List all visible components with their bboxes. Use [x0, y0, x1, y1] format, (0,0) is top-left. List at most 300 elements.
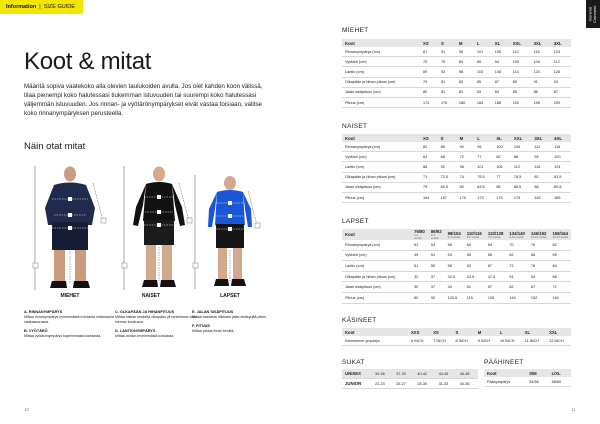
table-cell: 101 [474, 162, 493, 172]
table-cell: 62 [506, 282, 528, 293]
table-cell: 68 [438, 152, 457, 162]
table-cell: 30 [411, 282, 428, 293]
table-row [342, 87, 571, 97]
table-header-row [484, 369, 571, 377]
page-title: Koot & mitat [24, 48, 152, 75]
table-cell: 173 [474, 192, 493, 202]
table-cell: 100 [510, 57, 531, 67]
table-cell: 80 [420, 87, 438, 97]
table-cell: 85 [510, 87, 531, 97]
table-title-women: NAISET [342, 123, 368, 130]
table-cell: 96 [457, 162, 475, 172]
column-header-age: 9-10 vuotta [509, 234, 524, 239]
table-cell: 112 [510, 47, 531, 57]
table-row [342, 250, 571, 261]
column-header-age: 13-14 vuotta [552, 234, 569, 239]
table-cell: 100 [551, 152, 571, 162]
table-cell: 47.5 [485, 271, 507, 282]
column-header [506, 229, 528, 240]
table-cell: 88 [531, 182, 551, 192]
table-title-gloves: KÄSINEET [342, 317, 377, 324]
table-row [342, 192, 571, 202]
table-cell: 54 [528, 271, 550, 282]
column-header-age: 3-4 vuotta [447, 234, 461, 239]
size-table-kids [342, 229, 571, 304]
table-header-row [342, 134, 571, 142]
column-header-main: 122/128 [487, 230, 504, 236]
table-cell: 128 [485, 292, 507, 303]
table-cell: 85 [474, 77, 492, 87]
table-cell: 118 [531, 162, 551, 172]
table-cell: 84 [549, 261, 571, 272]
table-row [342, 336, 571, 346]
row-label: Rinnanympärys (cm) [342, 47, 420, 57]
column-header [549, 229, 571, 240]
guide-text: Mittaa niskan keskeltä olkapään yli ranteeseen käsi hieman koukussa. [115, 315, 197, 325]
table-cell: 44 [445, 282, 464, 293]
column-header: XXS [408, 328, 430, 336]
row-label: Pituus (cm) [342, 292, 411, 303]
table-cell: 108 [492, 67, 510, 77]
guide-title: C. OLKAPÄÄN JA HIHANPITUUS [115, 310, 175, 314]
table-cell: 72 [549, 282, 571, 293]
column-header-age: 1-2 vuotta [414, 233, 422, 240]
column-header: XL [492, 39, 510, 47]
column-header-main: Koot [345, 232, 355, 237]
table-cell: 192 [510, 97, 531, 107]
column-header-main: 98/104 [447, 230, 461, 236]
table-cell: 75 [420, 57, 438, 67]
table-cell: 76 [528, 240, 550, 250]
table-cell: 75.5 [474, 172, 493, 182]
column-header: L/XL [549, 369, 571, 377]
column-header: M [475, 328, 497, 336]
size-table-gloves [342, 328, 571, 346]
column-header: L [474, 39, 492, 47]
table-title-socks: SUKAT [342, 359, 365, 366]
row-label: Vyötärö (cm) [342, 57, 420, 67]
table-cell: 62 [506, 250, 528, 261]
table-cell: 69 [549, 250, 571, 261]
size-table-socks [342, 369, 478, 389]
column-header: L [474, 134, 493, 142]
table-cell: 58 [445, 261, 464, 272]
column-header: S [438, 39, 456, 47]
table-cell: 72.5 [438, 172, 457, 182]
table-cell: 8 INCH [452, 336, 474, 346]
column-header: Koot [342, 134, 420, 142]
figure-label-men: MIEHET [60, 293, 80, 299]
column-header-main: 134/140 [509, 230, 525, 236]
table-cell: 100 [493, 142, 511, 152]
table-row [342, 172, 571, 182]
table-cell: 49 [411, 250, 428, 261]
table-header-row [342, 328, 571, 336]
section-separator: | [39, 4, 41, 10]
table-cell: 106 [511, 142, 531, 152]
table-cell: 196 [531, 97, 551, 107]
table-cell: 51 [411, 261, 428, 272]
column-header-age: 11-12 vuotta [530, 234, 547, 239]
column-header [342, 229, 411, 240]
table-cell: 179 [511, 192, 531, 202]
table-cell: 106 [492, 47, 510, 57]
table-cell: 40.5 [445, 271, 464, 282]
column-header-main: 76/80 [414, 229, 425, 234]
table-cell: 78 [528, 261, 550, 272]
table-cell: 82 [420, 142, 438, 152]
table-cell: 64 [485, 240, 507, 250]
table-cell: 58/60 [549, 377, 571, 387]
table-cell: 167 [438, 192, 457, 202]
table-cell: 106 [493, 162, 511, 172]
table-row [342, 240, 571, 250]
column-header-age: 7-8 vuotta [487, 234, 501, 239]
row-label: Pituus (cm) [342, 192, 420, 202]
column-header-main: 158/164 [552, 230, 568, 236]
row-label: Jalan sisäpituus (cm) [342, 87, 420, 97]
row-label: JUNIOR [342, 379, 372, 389]
column-header: S [452, 328, 474, 336]
table-cell: 112 [511, 162, 531, 172]
table-cell: 79 [420, 77, 438, 87]
size-table-headwear [484, 369, 571, 387]
table-cell: 106 [531, 57, 551, 67]
table-cell: 93 [551, 77, 571, 87]
column-header: XS [420, 134, 438, 142]
table-row [342, 77, 571, 87]
column-header: M [457, 134, 475, 142]
column-header [464, 229, 485, 240]
table-row [342, 142, 571, 152]
table-cell: 46-48 [457, 369, 478, 379]
column-header: XL [522, 328, 546, 336]
intro-text: Määritä sopiva vaatekoko alla olevien taulukoiden avulla. Jos olet kahden koon välissä, tilaa pienempi koko halutessasi tiukemman istuvuuden tai suurempi koko halutessasi väljemmän istuvuuden. Jos rinnan- ja vyötärönympärykset eivät vastaa toisiaan, valitse koko rinnanympäryksen perusteella. [24, 83, 263, 117]
column-header: XXL [511, 134, 531, 142]
side-tab: General Comment [586, 0, 600, 28]
row-label: Päänympärys [484, 377, 526, 387]
guide-item [24, 310, 114, 326]
column-header-main: 146/152 [530, 230, 547, 236]
column-header [485, 229, 507, 240]
table-cell: 22-24 [372, 379, 393, 389]
column-header: S [438, 134, 457, 142]
table-cell: 51 [428, 250, 445, 261]
table-header-row [342, 229, 571, 240]
table-cell: 80.5 [438, 182, 457, 192]
table-cell: 84 [456, 57, 474, 67]
row-label: Kämmenen ympärys [342, 336, 408, 346]
table-cell: 51 [506, 271, 528, 282]
guide-column-3 [192, 310, 282, 338]
guide-text: Mittaa haarasta nilkkaan jalan sisäsyrjää pitkin. [192, 315, 267, 320]
table-cell: 56 [445, 240, 464, 250]
table-cell: 188 [492, 97, 510, 107]
table-title-kids: LAPSET [342, 218, 369, 225]
table-row [342, 369, 478, 379]
table-cell: 89.5 [551, 182, 571, 192]
table-cell: 90 [457, 142, 475, 152]
table-cell: 152 [528, 292, 550, 303]
table-cell: 63 [464, 261, 485, 272]
table-cell: 67 [485, 261, 507, 272]
guide-text: Mittaa rinnanympärys leveimmästä kohdasta mittanauha vaakasuorassa. [24, 315, 114, 325]
table-cell: 96 [456, 47, 474, 57]
table-cell: 51 [464, 282, 485, 293]
table-cell: 12 INCH [546, 336, 571, 346]
table-cell: 32 [411, 271, 428, 282]
row-label: Olkapään ja hihan pituus (cm) [342, 172, 420, 182]
table-cell: 81 [438, 87, 456, 97]
column-header: M [456, 39, 474, 47]
table-cell: 172 [420, 97, 438, 107]
column-header [428, 229, 445, 240]
guide-title: A. RINNANYMPÄRYS [24, 310, 63, 314]
column-header: XS [430, 328, 452, 336]
kids-figure-illustration [190, 163, 270, 298]
table-cell: 86 [438, 142, 457, 152]
column-header: 3XL [531, 39, 551, 47]
table-cell: 43-45 [436, 369, 457, 379]
table-cell: 103 [474, 67, 492, 77]
table-cell: 7 INCH [430, 336, 452, 346]
table-cell: 83.5 [474, 182, 493, 192]
kids-figure [190, 163, 270, 298]
guide-item [192, 324, 282, 334]
column-header-main: 110/116 [466, 230, 482, 236]
column-header: S/M [526, 369, 548, 377]
table-cell: 81.5 [551, 172, 571, 182]
column-header: XL [493, 134, 511, 142]
table-cell: 77 [474, 152, 493, 162]
table-cell: 164 [549, 292, 571, 303]
table-cell: 40-42 [414, 369, 435, 379]
guide-title: F. PITUUS [192, 323, 210, 328]
table-cell: 31-33 [436, 379, 457, 389]
column-header: XXL [546, 328, 571, 336]
table-row [342, 282, 571, 293]
table-cell: 94 [531, 152, 551, 162]
table-cell: 98 [456, 67, 474, 77]
column-header-main: 86/92 [430, 229, 442, 234]
table-row [342, 292, 571, 303]
table-row [342, 152, 571, 162]
column-header: Koot [342, 39, 420, 47]
table-row [342, 271, 571, 282]
table-cell: 81 [438, 77, 456, 87]
table-cell: 60 [464, 240, 485, 250]
guide-text: Mittaa pituus ilman kenkiä. [192, 329, 235, 334]
table-cell: 94 [492, 57, 510, 67]
table-cell: 91 [438, 47, 456, 57]
table-row [342, 97, 571, 107]
table-cell: 28-30 [414, 379, 435, 389]
table-cell: 64 [420, 152, 438, 162]
table-cell: 51 [411, 240, 428, 250]
table-cell: 37-39 [393, 369, 414, 379]
column-header: L [497, 328, 522, 336]
women-figure [119, 163, 199, 298]
row-label: Olkapään ja hihan pituus (cm) [342, 271, 411, 282]
table-cell: 74 [457, 172, 475, 182]
table-cell: 37 [428, 271, 445, 282]
table-cell: 54 [428, 240, 445, 250]
table-cell: 92 [438, 162, 457, 172]
table-cell: 83 [456, 77, 474, 87]
table-cell: 84 [492, 87, 510, 97]
table-cell: 182 [531, 192, 551, 202]
table-row [342, 57, 571, 67]
table-cell: 82 [457, 182, 475, 192]
table-cell: 140 [506, 292, 528, 303]
table-cell: 126 [551, 67, 571, 77]
table-cell: 11 INCH [522, 336, 546, 346]
table-cell: 34-36 [372, 369, 393, 379]
guide-title: D. LANTIONYMPÄRYS [115, 329, 156, 334]
column-header: 4XL [551, 39, 571, 47]
table-cell: 118 [551, 142, 571, 152]
table-row [342, 379, 478, 389]
column-header-age: 5-6 vuotta [466, 234, 480, 239]
guide-text: Mittaa vyötärönympärys kapeimmasta kohdasta. [24, 334, 102, 339]
subsection-name: SIZE GUIDE [43, 4, 75, 10]
table-cell: 120 [531, 67, 551, 77]
section-name: Information [6, 4, 37, 10]
column-header: 4XL [551, 134, 571, 142]
table-cell: 79 [438, 57, 456, 67]
measure-subhead: Näin otat mitat [24, 141, 86, 152]
row-label: Lantio (cm) [342, 162, 420, 172]
table-cell: 185 [551, 192, 571, 202]
table-cell: 87 [420, 47, 438, 57]
table-title-men: MIEHET [342, 27, 369, 34]
size-table-men [342, 39, 571, 108]
table-cell: 170 [457, 192, 475, 202]
table-row [342, 162, 571, 172]
table-cell: 58 [485, 250, 507, 261]
table-cell: 6 INCH [408, 336, 430, 346]
women-figure-illustration [119, 163, 199, 298]
table-cell: 176 [438, 97, 456, 107]
table-cell: 124 [551, 162, 571, 172]
guide-title: E. JALAN SISÄPITUUS [192, 310, 234, 314]
column-header: Koot [342, 328, 408, 336]
guide-column-1 [24, 310, 114, 343]
table-cell: 124 [551, 47, 571, 57]
figure-label-kids: LAPSET [220, 293, 240, 299]
row-label: Rinnanympärys (cm) [342, 240, 411, 250]
page-number-left: 10 [24, 407, 30, 412]
table-cell: 200 [551, 97, 571, 107]
table-cell: 82 [549, 240, 571, 250]
table-cell: 92 [428, 292, 445, 303]
table-cell: 57 [485, 282, 507, 293]
row-label: Jalan sisäpituus (cm) [342, 182, 420, 192]
column-header: Koot [484, 369, 526, 377]
row-label: Jalan sisäpituus (cm) [342, 282, 411, 293]
table-cell: 72 [506, 261, 528, 272]
table-cell: 180 [456, 97, 474, 107]
table-cell: 112 [551, 57, 571, 67]
table-row [342, 67, 571, 77]
row-label: Lantio (cm) [342, 261, 411, 272]
table-cell: 66 [528, 250, 550, 261]
table-cell: 184 [474, 97, 492, 107]
row-label: Vyötärö (cm) [342, 250, 411, 261]
table-cell: 54/56 [526, 377, 548, 387]
table-cell: 89 [474, 57, 492, 67]
table-cell: 86.5 [511, 182, 531, 192]
table-header-row [342, 39, 571, 47]
table-cell: 25-27 [393, 379, 414, 389]
column-header-age: 2-3 vuotta [430, 233, 439, 240]
table-cell: 71 [420, 172, 438, 182]
table-cell: 101 [474, 47, 492, 57]
table-cell: 114 [510, 67, 531, 77]
men-figure [30, 163, 110, 298]
table-cell: 103.5 [445, 292, 464, 303]
table-cell: 34-36 [457, 379, 478, 389]
men-figure-illustration [30, 163, 110, 298]
table-cell: 95 [474, 142, 493, 152]
table-cell: 91 [531, 77, 551, 87]
table-cell: 9 INCH [475, 336, 497, 346]
table-cell: 10 INCH [497, 336, 522, 346]
table-cell: 89 [510, 77, 531, 87]
table-row [484, 377, 571, 387]
table-cell: 80 [411, 292, 428, 303]
table-cell: 82 [493, 152, 511, 162]
row-label: UNISEX [342, 369, 372, 379]
table-cell: 118 [531, 47, 551, 57]
table-cell: 83 [474, 87, 492, 97]
page-number-right: 11 [571, 407, 576, 412]
table-cell: 176 [493, 192, 511, 202]
table-cell: 88 [511, 152, 531, 162]
guide-text: Mittaa lantion leveimmästä kohdasta. [115, 334, 175, 339]
table-cell: 116 [464, 292, 485, 303]
table-cell: 72 [457, 152, 475, 162]
guide-item [24, 329, 114, 339]
table-cell: 55 [464, 250, 485, 261]
section-tag [0, 0, 83, 14]
table-cell: 79 [420, 182, 438, 192]
column-header [411, 229, 428, 240]
table-cell: 112 [531, 142, 551, 152]
table-row [342, 47, 571, 57]
guide-title: B. VYÖTÄRÖ [24, 329, 48, 334]
row-label: Lantio (cm) [342, 67, 420, 77]
table-cell: 88 [420, 162, 438, 172]
table-cell: 164 [420, 192, 438, 202]
row-label: Olkapään ja hihan pituus (cm) [342, 77, 420, 87]
column-header: 3XL [531, 134, 551, 142]
table-cell: 67 [528, 282, 550, 293]
table-cell: 80 [531, 172, 551, 182]
table-cell: 43.5 [464, 271, 485, 282]
guide-item [192, 310, 282, 320]
row-label: Rinnanympärys (cm) [342, 142, 420, 152]
table-title-headwear: PÄÄHINEET [484, 359, 524, 366]
row-label: Pituus (cm) [342, 97, 420, 107]
figure-label-women: NAISET [141, 293, 161, 299]
table-cell: 77 [493, 172, 511, 182]
column-header [445, 229, 464, 240]
table-row [342, 261, 571, 272]
table-cell: 82 [456, 87, 474, 97]
table-cell: 85 [493, 182, 511, 192]
table-cell: 86 [531, 87, 551, 97]
